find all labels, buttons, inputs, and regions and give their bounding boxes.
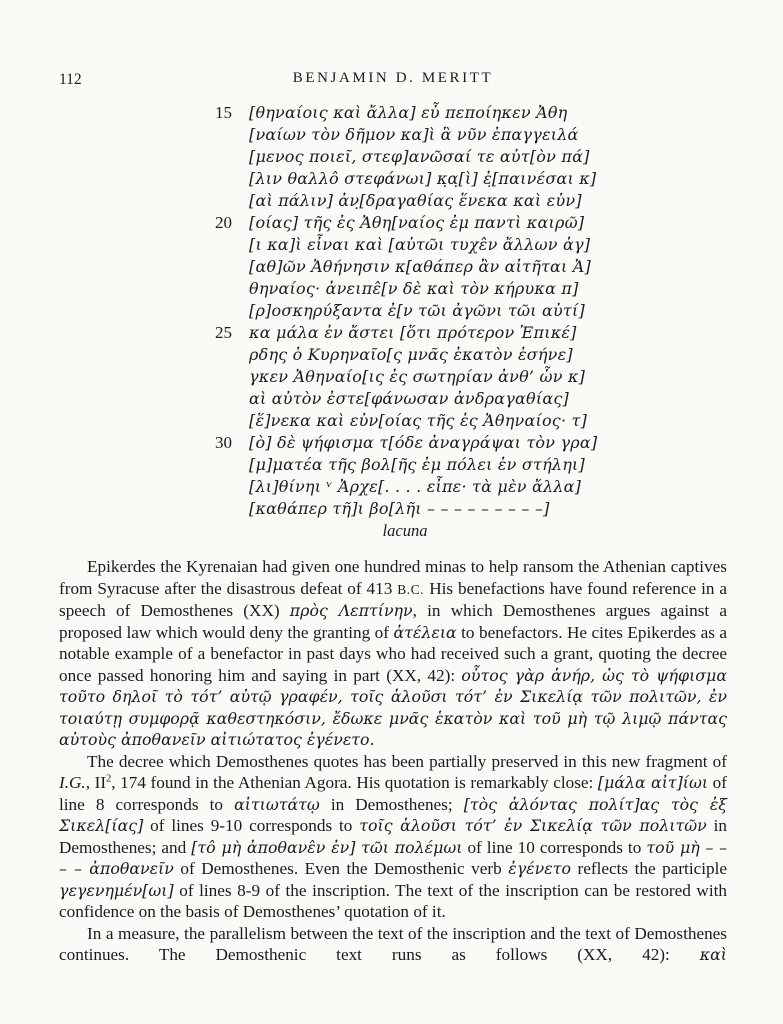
greek-text-segment: οὗτος γὰρ ἁνήρ, ὡς τὸ ψήφισμα τοῦτο δηλοῖ τὸ τότ’ αὐτῷ γραφέν, τοῖς ἁλοῦσι τότ’ ἐν Σικελίᾳ τῶν πολιτῶν, ἐν τοιαύτῃ συμφορᾷ καθεστηκόσιν, ἔδωκε μνᾶς ἑκατὸν καὶ τοῦ μὴ τῷ λιμῷ πάντας αὐτοὺς ἀποθανεῖν αἰτιώτατος ἐγένετο.: [59, 665, 727, 749]
line-number: 30: [215, 433, 232, 452]
text-segment: 2: [106, 773, 112, 785]
inscription-line: [215, 498, 727, 520]
greek-line-text: [αθ]ῶν Ἀθήνησιν κ[αθάπερ ἂν αἰτῆται Ἀ]: [249, 257, 591, 276]
page-number: 112: [59, 71, 82, 88]
greek-line-text: ρδης ὁ Κυρηναῖο[ς μνᾶς ἑκατὸν ἐσήνε]: [249, 345, 573, 364]
paragraph: [59, 923, 727, 966]
greek-text-segment: [το̂ μὴ ἀποθανε̂ν ἐν] τῶι πολέμωι: [191, 837, 463, 857]
text-segment: in Demosthenes;: [319, 794, 464, 814]
text-segment: reflects the participle: [570, 859, 727, 878]
greek-line-text: [ναίων τὸν δῆμον κα]ὶ ἃ νῦν ἐπαγγειλά: [249, 125, 579, 144]
text-segment: of Demosthenes. Even the Demosthenic verb: [173, 859, 509, 878]
text-segment: , in which Demosthenes argues against a proposed law which would deny the granting of: [59, 601, 728, 642]
text-segment: Epikerdes the Kyrenaian had given one hundred minas to help ransom the Athenian captives from Syracuse after the disastrous defeat of 413: [59, 557, 727, 598]
greek-line-text: γκεν Ἀθηναίο[ις ἐς σωτηρίαν ἀνθ’ ὧν κ]: [249, 367, 586, 386]
inscription-line: [215, 124, 727, 146]
inscription-line: [215, 256, 727, 278]
inscription-line: [215, 388, 727, 410]
inscription-line: [215, 454, 727, 476]
text-segment: In a measure, the parallelism between the text of the inscription and the text of Demosthenes continues. The Demosthenic text runs as follows (XX, 42):: [59, 923, 727, 964]
paragraph: [59, 556, 727, 751]
greek-line-text: [οίας] τῆς ἐς Ἀθη[ναίος ἐμ παντὶ καιρῶ]: [249, 213, 585, 232]
paragraph: [59, 751, 727, 923]
text-segment: of line 10 corresponds to: [462, 837, 647, 857]
inscription-lines: [215, 102, 727, 520]
lacuna-label: lacuna: [382, 521, 428, 540]
greek-text-segment: τοῦ μὴ – – – – ἀποθανεῖν: [59, 837, 728, 878]
text-segment: I.G.: [59, 773, 86, 792]
text-segment: of line 8 corresponds to: [59, 773, 727, 814]
greek-line-text: αὶ αὐτὸν ἐστε[φάνωσαν ἀνδραγαθίας]: [249, 389, 569, 408]
line-number: 20: [215, 213, 232, 232]
inscription-line: [215, 102, 727, 124]
text-segment: , II: [85, 773, 107, 792]
text-segment: in Demosthenes; and: [59, 816, 727, 857]
greek-line-text: [μενος ποιεῖ, στεφ]ανῶσαί τε αὐτ[ὸν πά]: [249, 147, 590, 166]
greek-line-text: κα μάλα ἐν ἄστει [ὅτι πρότερον Ἐπικέ]: [249, 323, 577, 342]
line-number: 25: [215, 323, 232, 342]
greek-text-segment: ἀτέλεια: [393, 622, 457, 642]
greek-line-text: [λι]θίνηι ᵛ Ἀρχε[. . . . εἶπε· τὰ μὲν ἄλλα]: [249, 477, 582, 496]
text-segment: , 174 found in the Athenian Agora. His quotation is remarkably close:: [111, 773, 598, 792]
inscription-line: [215, 344, 727, 366]
text-segment: The decree which Demosthenes quotes has been partially preserved in this new fragment of: [87, 751, 727, 771]
greek-line-text: [καθάπερ τῆ]ι βο[λῆι – – – – – – – – –]: [249, 499, 550, 518]
running-head: BENJAMIN D. MERITT: [292, 70, 494, 86]
text-segment: to benefactors. He cites Epikerdes as a notable example of a benefactor in past days who had received such a grant, quoting the decree once passed honoring him and saying in part (XX, 42):: [59, 622, 727, 685]
greek-line-text: θηναίος· ἀνειπε̂[ν δὲ καὶ τὸν κήρυκα π]: [249, 279, 579, 298]
inscription-line: [215, 300, 727, 322]
greek-line-text: [μ]ματέα τῆς βολ[ῆς ἐμ πόλει ἐν στήληι]: [249, 455, 585, 474]
greek-text-segment: τοῖς ἁλοῦσι τότ’ ἐν Σικελίᾳ τῶν πολιτῶν: [359, 816, 707, 835]
greek-line-text: [ὸ] δὲ ψήφισμα τ[όδε ἀναγράψαι τὸν γρα]: [249, 433, 598, 452]
greek-text-segment: ἐγένετο: [508, 859, 571, 878]
greek-line-text: [λιν θαλλο̂ στεφάνωι] κ̣α̣[ὶ] ἐ̣[παινέσαι κ]: [249, 169, 597, 188]
text-segment: B.C.: [397, 581, 425, 597]
inscription-line: [215, 190, 727, 212]
greek-text-segment: [τὸς ἁλόντας πολίτ]ας τὸς ἐξ Σικελ[ίας]: [59, 794, 727, 835]
greek-line-text: [ἕ]νεκα καὶ εὐν[οίας τῆς ἐς Ἀθηναίος· τ]: [249, 411, 588, 430]
inscription-line: [215, 234, 727, 256]
greek-line-text: [θηναίοις καὶ ἄλλα] εὖ πεποίηκεν Ἀθη: [249, 103, 568, 122]
inscription-line: [215, 212, 727, 234]
text-segment: of lines 9-10 corresponds to: [143, 816, 360, 835]
greek-text-segment: πρὸς Λεπτίνην: [289, 601, 413, 620]
page-header: [59, 70, 727, 92]
inscription-block: [215, 102, 727, 542]
inscription-line: [215, 476, 727, 498]
line-number: 15: [215, 103, 232, 122]
greek-line-text: [αὶ πάλιν] ἀν̣[δραγαθίας ἕνεκα καὶ εὐν]: [249, 191, 582, 210]
greek-text-segment: [μάλα αἰτ]ίωι: [597, 773, 709, 792]
greek-text-segment: καὶ: [699, 945, 727, 964]
inscription-line: [215, 168, 727, 190]
inscription-line: [215, 322, 727, 344]
text-segment: of lines 8-9 of the inscription. The text of the inscription can be restored with confidence on the basis of Demosthenes’ quotation of it.: [59, 880, 727, 921]
greek-text-segment: αἰτιωτάτῳ: [234, 794, 320, 814]
inscription-line: [215, 146, 727, 168]
inscription-line: [215, 278, 727, 300]
text-segment: His benefactions have found reference in a speech of Demosthenes (XX): [59, 578, 727, 620]
inscription-line: [215, 432, 727, 454]
greek-text-segment: γεγενημέν[ωι]: [59, 880, 174, 900]
inscription-line: [215, 366, 727, 388]
inscription-line: [215, 410, 727, 432]
paragraphs: [59, 556, 727, 966]
greek-line-text: [ι κα]ὶ εἶναι καὶ [αὐτῶι τυχε̂ν ἄλλων ἀγ]: [249, 235, 591, 254]
greek-line-text: [ρ]οσκηρύξαντα ἐ[ν τῶι ἀγῶνι τῶι αὐτί]: [249, 301, 585, 320]
